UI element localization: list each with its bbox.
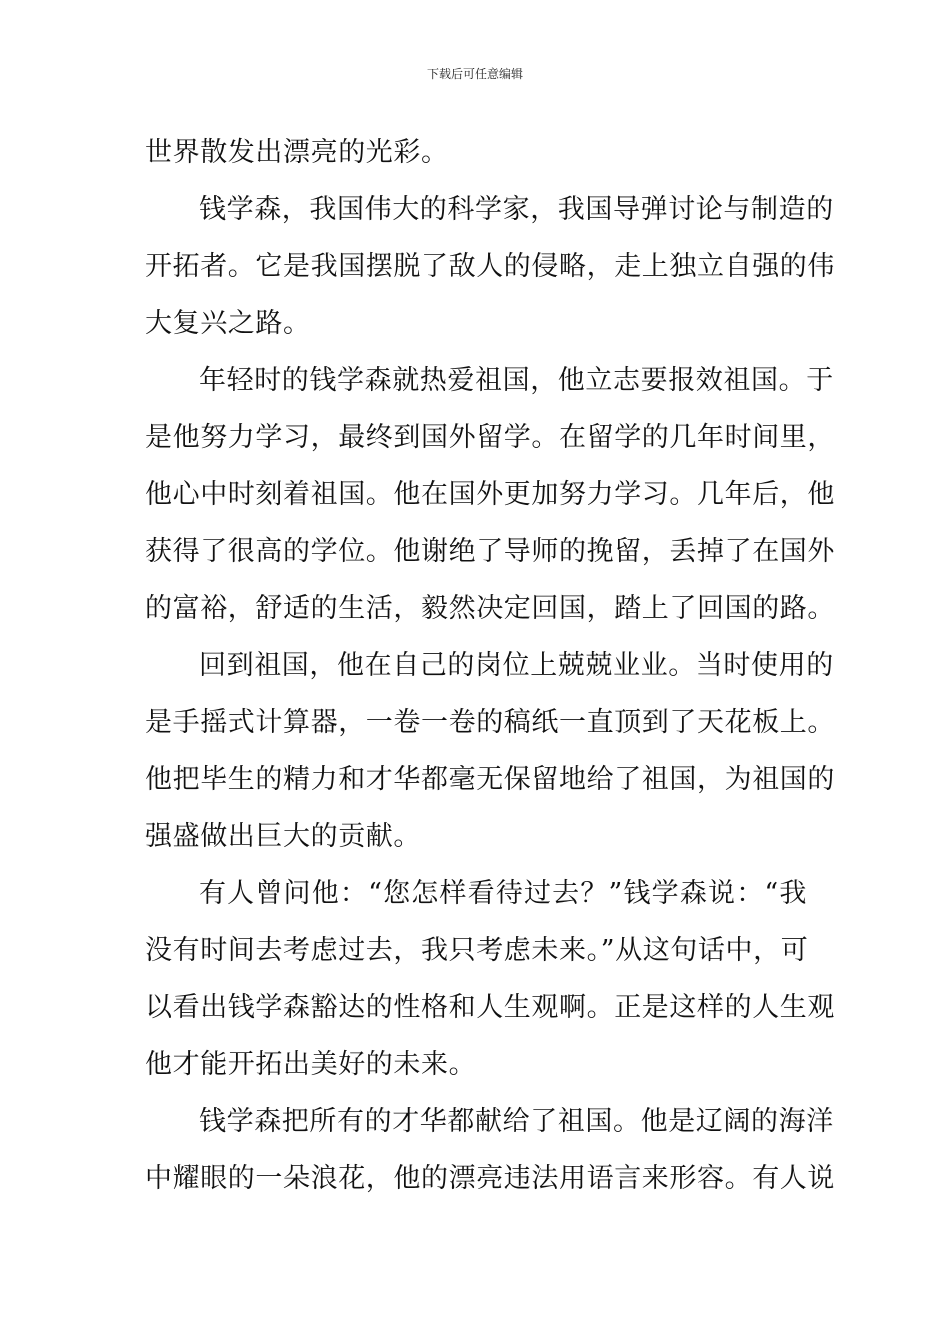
text-line: 大复兴之路。 xyxy=(145,308,311,339)
text-line: 强盛做出巨大的贡献。 xyxy=(145,821,421,852)
document-body xyxy=(145,124,835,1207)
text-line: 钱学森把所有的才华都献给了祖国。他是辽阔的海洋 xyxy=(199,1106,834,1137)
text-line: 他心中时刻着祖国。他在国外更加努力学习。几年后，他 xyxy=(145,479,835,510)
text-line: 的富裕，舒适的生活，毅然决定回国，踏上了回国的路。 xyxy=(145,593,835,624)
text-line: 以看出钱学森豁达的性格和人生观啊。正是这样的人生观 xyxy=(145,992,835,1023)
text-line: 中耀眼的一朵浪花，他的漂亮违法用语言来形容。有人说 xyxy=(145,1163,835,1194)
text-line: 没有时间去考虑过去，我只考虑未来。”从这句话中，可 xyxy=(145,935,809,966)
text-line: 年轻时的钱学森就热爱祖国，他立志要报效祖国。于 xyxy=(199,365,834,396)
text-line: 他把毕生的精力和才华都毫无保留地给了祖国，为祖国的 xyxy=(145,764,835,795)
text-line: 钱学森，我国伟大的科学家，我国导弹讨论与制造的 xyxy=(199,194,834,225)
text-line: 回到祖国，他在自己的岗位上兢兢业业。当时使用的 xyxy=(199,650,834,681)
page-header: 下载后可任意编辑 xyxy=(426,67,523,81)
text-line: 获得了很高的学位。他谢绝了导师的挽留，丢掉了在国外 xyxy=(145,536,835,567)
text-line: 他才能开拓出美好的未来。 xyxy=(145,1049,477,1080)
text-line: 是手摇式计算器，一卷一卷的稿纸一直顶到了天花板上。 xyxy=(145,707,835,738)
text-line: 开拓者。它是我国摆脱了敌人的侵略，走上独立自强的伟 xyxy=(145,251,835,282)
text-line: 是他努力学习，最终到国外留学。在留学的几年时间里， xyxy=(145,422,835,453)
text-line: 有人曾问他：“您怎样看待过去？”钱学森说：“我 xyxy=(199,878,807,909)
text-line: 世界散发出漂亮的光彩。 xyxy=(145,137,449,168)
